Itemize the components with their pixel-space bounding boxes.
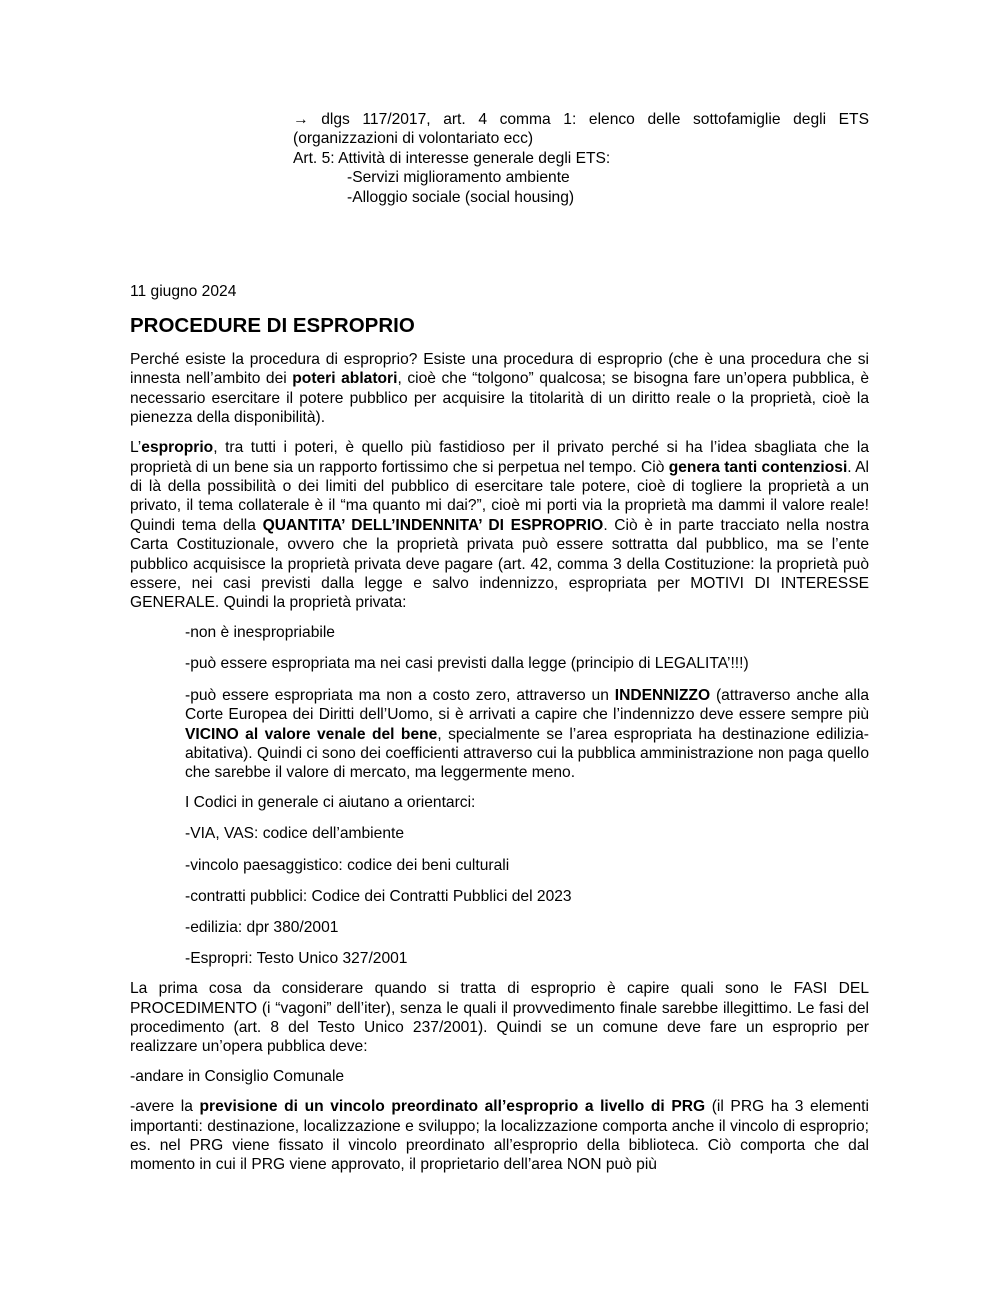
list-item: I Codici in generale ci aiutano a orientarci: — [185, 794, 476, 812]
list-item: -non è inespropriabile — [185, 624, 335, 642]
list-item: -Espropri: Testo Unico 327/2001 — [185, 950, 408, 968]
section-title: PROCEDURE DI ESPROPRIO — [130, 314, 415, 337]
list-item: -edilizia: dpr 380/2001 — [185, 919, 339, 937]
list-item: -VIA, VAS: codice dell’ambiente — [185, 825, 404, 843]
list-item: -contratti pubblici: Codice dei Contratti Pubblici del 2023 — [185, 887, 572, 905]
list-item: -vincolo paesaggistico: codice dei beni culturali — [185, 856, 510, 874]
paragraph: -andare in Consiglio Comunale — [130, 1068, 345, 1086]
paragraph: La prima cosa da considerare quando si tratta di esproprio è capire quali sono le FASI DEL PROCEDIMENTO (i “vagoni” dell’iter), senza le quali il provvedimento finale sarebbe illegittimo. Le fasi del procedimento (art. 8 del Testo Unico 237/2001). Quindi se un comune deve fare un esproprio per realizzare un’opera pubblica deve: — [130, 980, 869, 1056]
paragraph: -avere la previsione di un vincolo preordinato all’esproprio a livello di PRG (il PRG ha 3 elementi importanti: destinazione, localizzazione e sviluppo; la localizzazione comporta anche il vincolo di esproprio; es. nel PRG viene fissato il vincolo preordinato all’esproprio della biblioteca. Ciò comporta che dal momento in cui il PRG viene approvato, il proprietario dell’area NON può più — [130, 1098, 869, 1174]
top-notes — [293, 110, 869, 207]
note-sub-item: -Servizi miglioramento ambiente — [347, 169, 570, 187]
note-sub-item: -Alloggio sociale (social housing) — [347, 188, 575, 206]
body-text — [130, 350, 869, 1185]
paragraph: Perché esiste la procedura di esproprio? Esiste una procedura di esproprio (che è una procedura che si innesta nell’ambito dei poteri ablatori, cioè che “tolgono” qualcosa; se bisogna fare un’opera pubblica, è necessario esercitare il potere pubblico per acquisire la titolarità di un diritto reale o la proprietà, cioè la pienezza della disponibilità). — [130, 351, 869, 427]
list-item: -può essere espropriata ma non a costo zero, attraverso un INDENNIZZO (attraverso anche alla Corte Europea dei Diritti dell’Uomo, si è arrivati a capire che l’indennizzo deve essere sempre più VICINO al valore venale del bene, specialmente se l’area espropriata ha destinazione edilizia-abitativa). Quindi ci sono dei coefficienti attraverso cui la pubblica amministrazione non paga quello che sarebbe il valore di mercato, ma leggermente meno. — [185, 686, 869, 782]
note-dlgs-line: → dlgs 117/2017, art. 4 comma 1: elenco delle sottofamiglie degli ETS (organizzazioni di volontariato ecc) — [293, 111, 869, 148]
date-line: 11 giugno 2024 — [130, 283, 237, 300]
list-item: -può essere espropriata ma nei casi previsti dalla legge (principio di LEGALITA’!!!) — [185, 655, 749, 673]
note-art5-line: Art. 5: Attività di interesse generale degli ETS: — [293, 149, 611, 167]
paragraph: L’esproprio, tra tutti i poteri, è quello più fastidioso per il privato perché si ha l’idea sbagliata che la proprietà di un bene sia un rapporto fortissimo che si perpetua nel tempo. Ciò genera tanti contenziosi. Al di là della possibilità o dei limiti del pubblico di esercitare tale potere, cioè di togliere la proprietà a un privato, il tema collaterale è il “ma quanto mi dai?”, cioè mi porti via la proprietà ma dammi il valore reale! Quindi tema della QUANTITA’ DELL’INDENNITA’ DI ESPROPRIO. Ciò è in parte tracciato nella nostra Carta Costituzionale, ovvero che la proprietà privata può essere sottratta dal pubblico, ma se l’ente pubblico acquisisce la proprietà privata deve pagare (art. 42, comma 3 della Costituzione: la proprietà può essere, nei casi previsti dalla legge e salvo indennizzo, espropriata per MOTIVI DI INTERESSE GENERALE. Quindi la proprietà privata: — [130, 439, 869, 612]
